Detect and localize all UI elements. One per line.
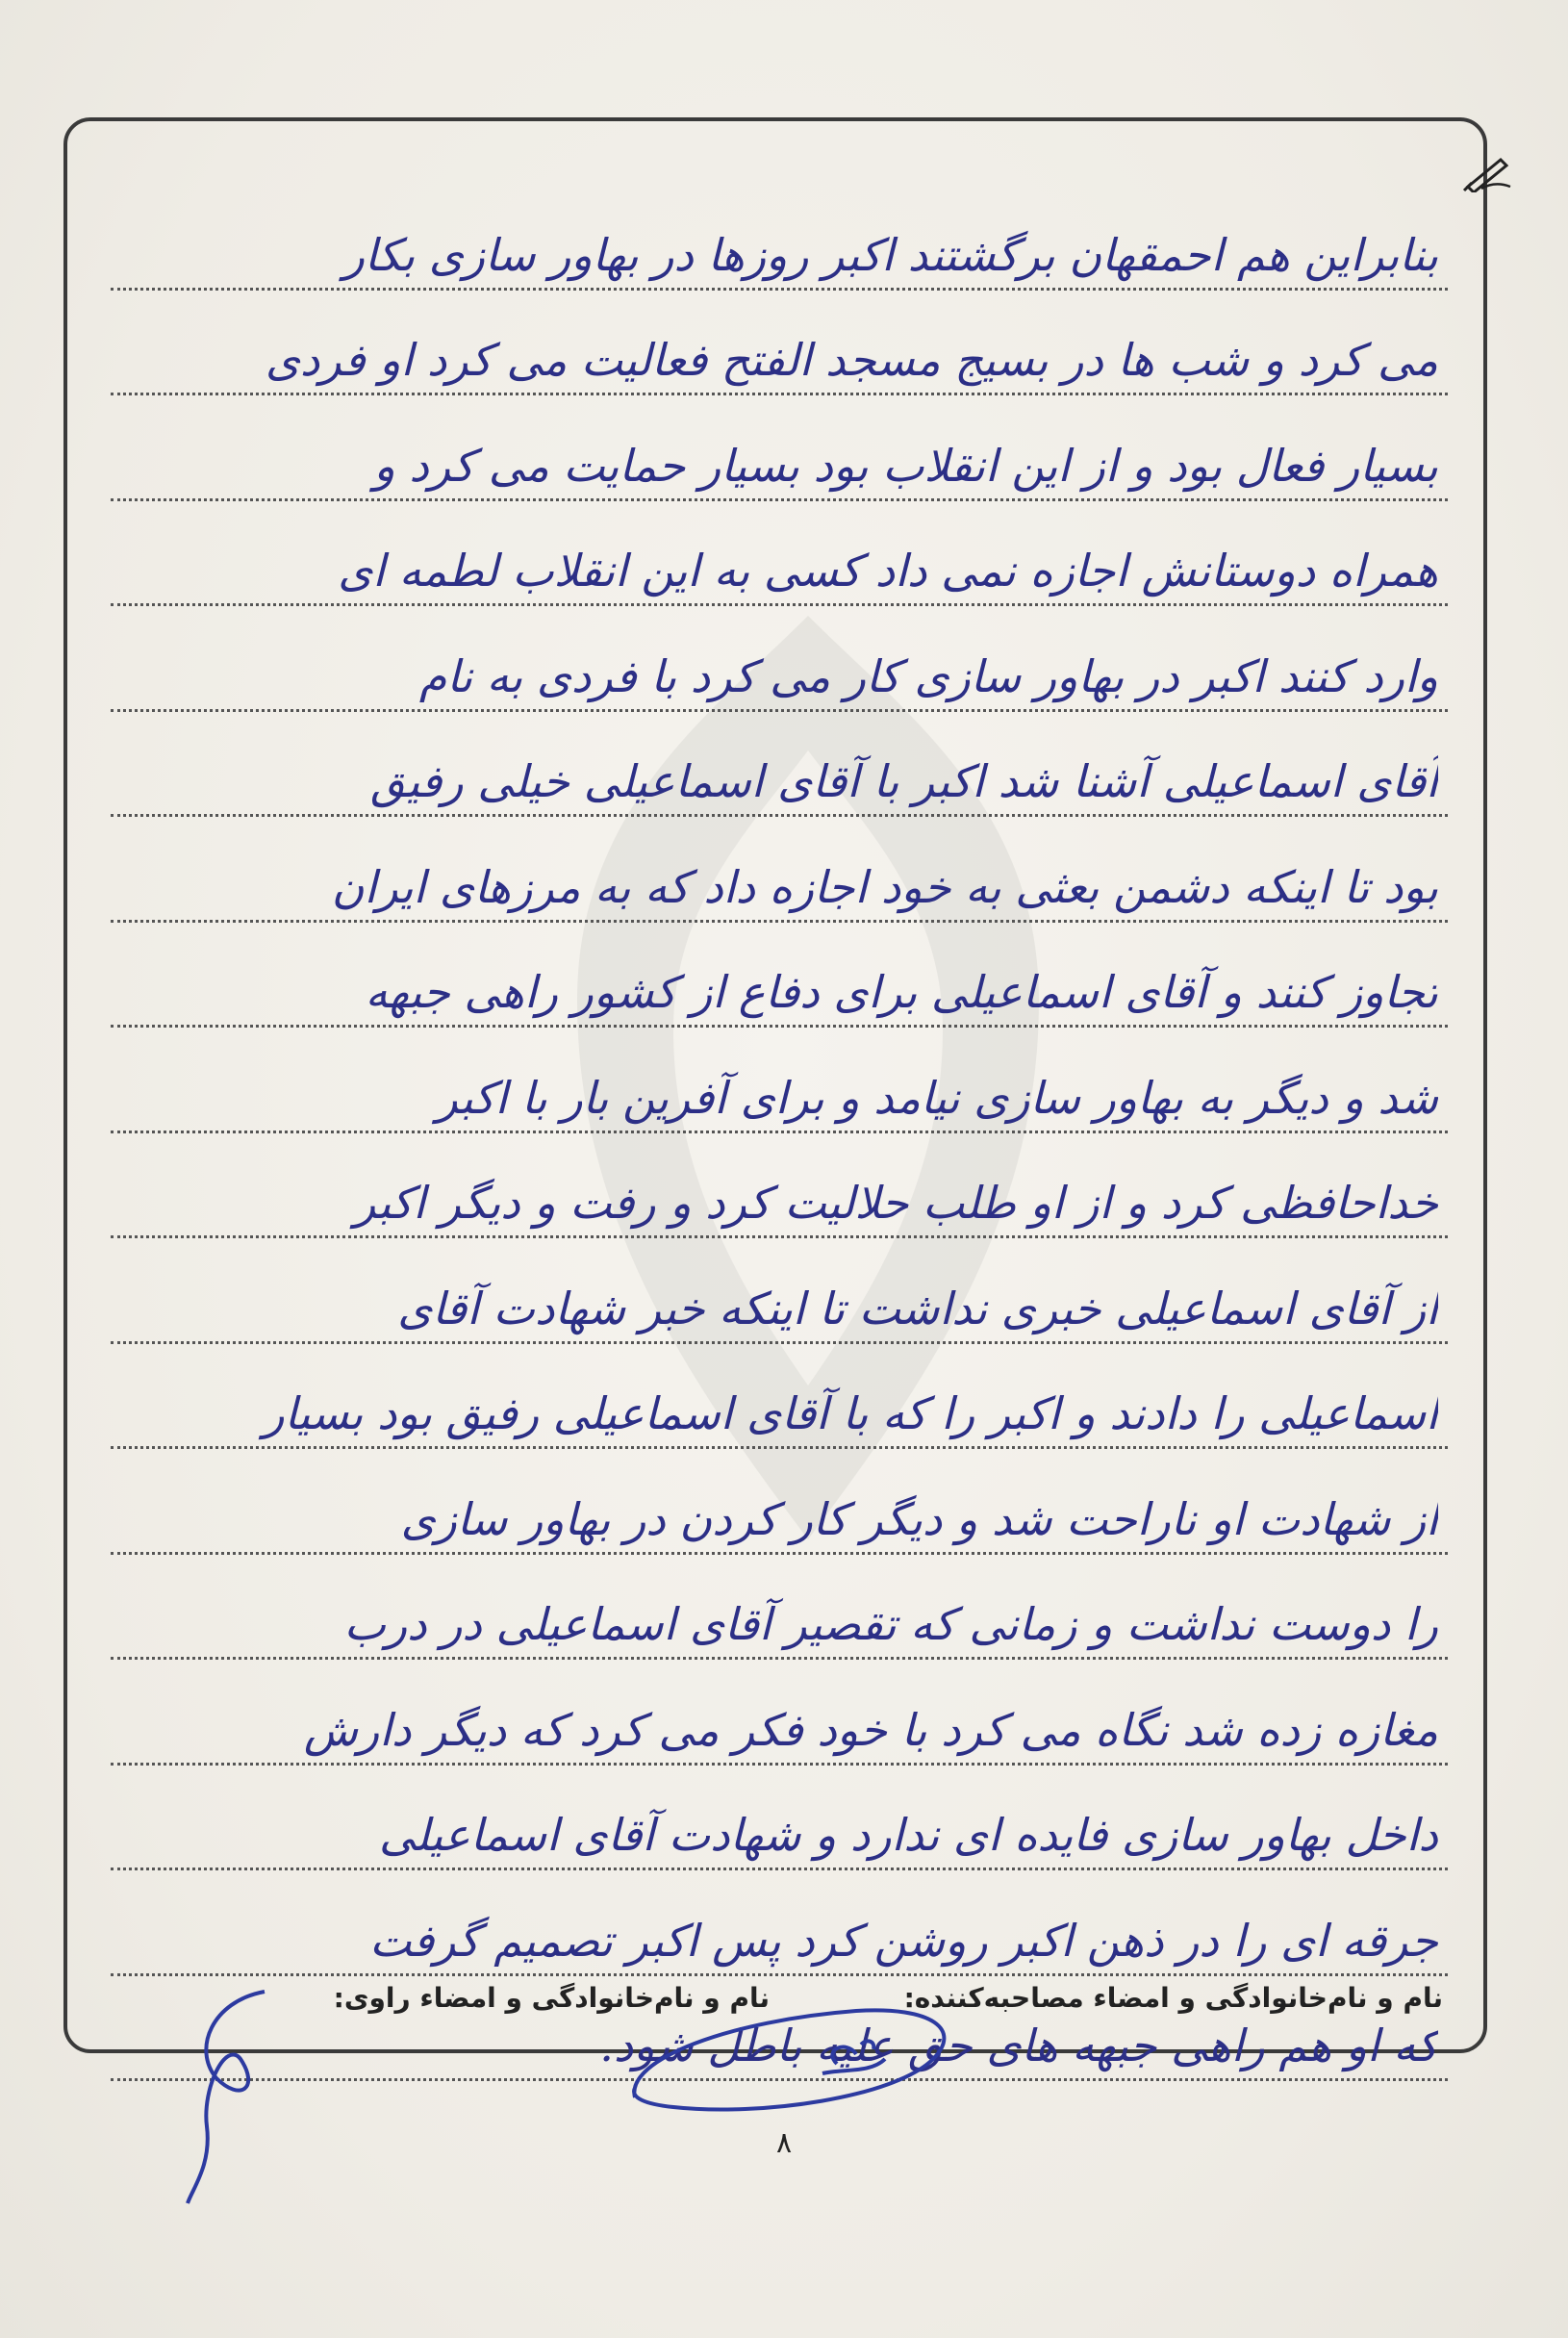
handwritten-line: وارد کنند اکبر در بهاور سازی کار می کرد با فردی به نام [418,649,1438,702]
handwritten-line: بود تا اینکه دشمن بعثی به خود اجازه داد که به مرزهای ایران [331,860,1438,913]
handwritten-line: جرقه ای را در ذهن اکبر روشن کرد پس اکبر تصمیم گرفت [369,1914,1438,1967]
pen-writing-icon [1462,154,1512,192]
text-line [111,501,1448,607]
text-line [111,606,1448,712]
handwritten-line: می کرد و شب ها در بسیج مسجد الفتح فعالیت می کرد او فردی [265,334,1438,386]
text-line [111,1028,1448,1133]
text-line [111,923,1448,1029]
text-line [111,1660,1448,1766]
text-line [111,1344,1448,1450]
page-number: ۸ [775,2126,793,2160]
handwritten-line: را دوست نداشت و زمانی که تقصیر آقای اسماعیلی در درب [343,1598,1438,1650]
text-line [111,185,1448,291]
handwritten-line: داخل بهاور سازی فایده ای ندارد و شهادت آقای اسماعیلی [378,1809,1438,1861]
text-line [111,1133,1448,1239]
text-line [111,712,1448,818]
handwritten-line: از آقای اسماعیلی خبری نداشت تا اینکه خبر شهادت آقای [397,1282,1438,1334]
handwritten-line: شد و دیگر به بهاور سازی نیامد و برای آفرین بار با اکبر [436,1071,1438,1124]
handwritten-line: تجاوز کنند و آقای اسماعیلی برای دفاع از کشور راهی جبهه [365,966,1438,1018]
interviewer-signature [616,1953,962,2126]
handwritten-line: بنابراین هم احمقهان برگشتند اکبر روزها در بهاور سازی بکار [342,228,1438,281]
handwritten-line: بسیار فعال بود و از این انقلاب بود بسیار حمایت می کرد و [373,439,1438,492]
handwritten-line: آقای اسماعیلی آشنا شد اکبر با آقای اسماعیلی خیلی رفیق [370,755,1438,807]
text-line [111,291,1448,396]
text-line [111,395,1448,501]
handwritten-text-area [111,185,1448,2081]
handwritten-line: خداحافظی کرد و از او طلب حلالیت کرد و رفت و دیگر اکبر [354,1177,1438,1229]
narrator-signature [173,1982,279,2213]
handwritten-line: اسماعیلی را دادند و اکبر را که با آقای اسماعیلی رفیق بود بسیار [263,1387,1438,1439]
handwritten-line: از شهادت او ناراحت شد و دیگر کار کردن در بهاور سازی [400,1492,1438,1545]
handwritten-line: همراه دوستانش اجازه نمی داد کسی به این انقلاب لطمه ای [338,545,1438,597]
text-line [111,1766,1448,1871]
text-line [111,1238,1448,1344]
interviewer-signature-label: نام و نام‌خانوادگی و امضاء مصاحبه‌کننده: [903,1982,1443,2014]
text-line [111,817,1448,923]
text-line [111,1555,1448,1661]
narrator-signature-label: نام و نام‌خانوادگی و امضاء راوی: [333,1982,770,2014]
text-line [111,1449,1448,1555]
handwritten-line: مغازه زده شد نگاه می کرد با خود فکر می کرد که دیگر دارش [303,1703,1438,1756]
handwritten-line: که او هم راهی جبهه های حق علیه باطل شود. [599,2020,1438,2071]
